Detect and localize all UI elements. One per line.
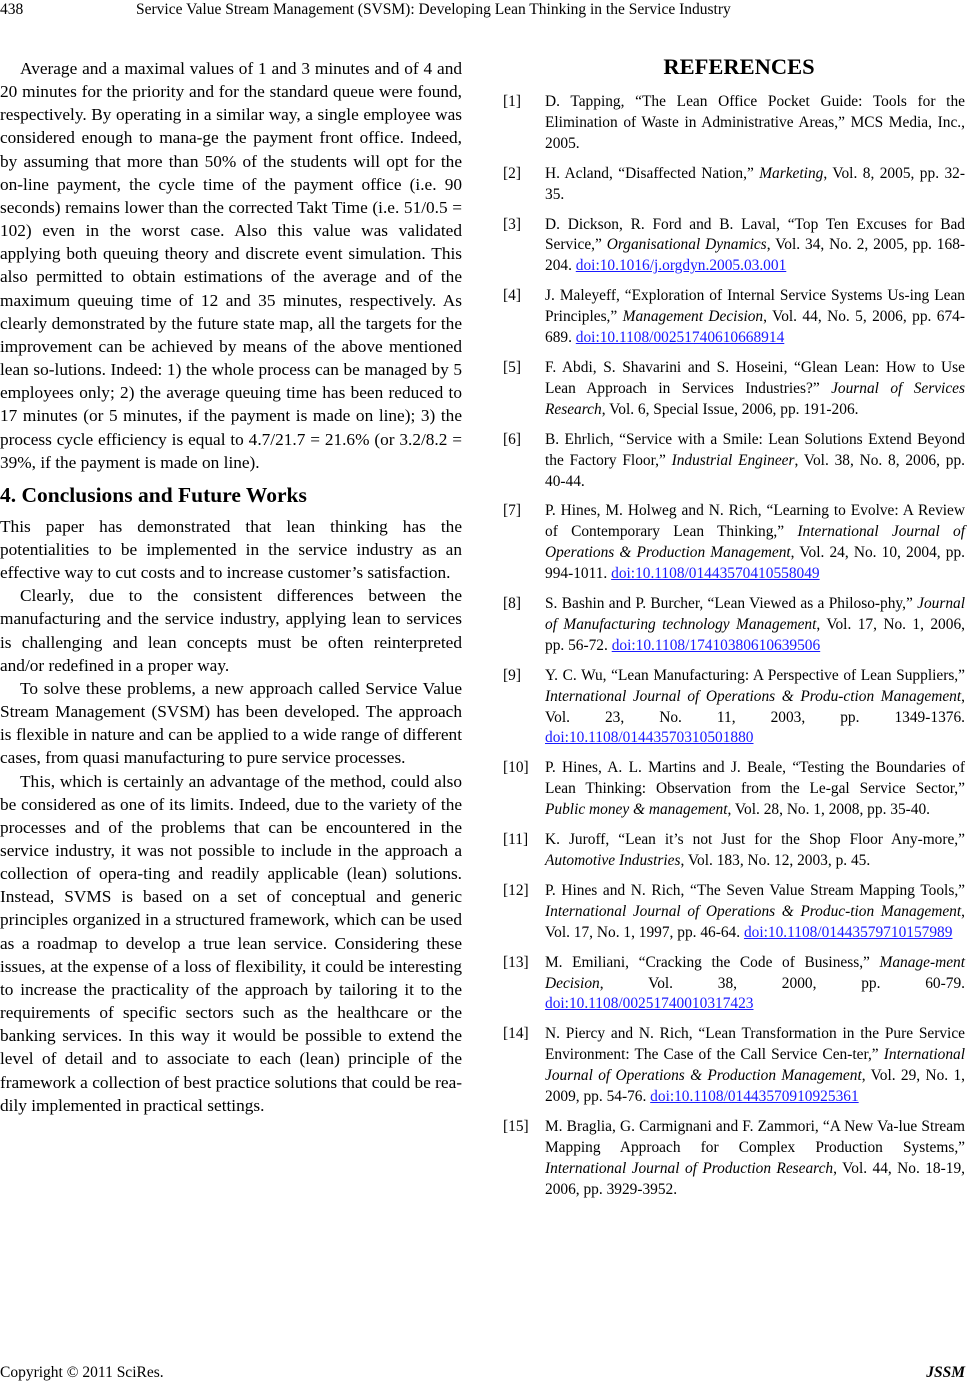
reference-list xyxy=(503,92,965,1201)
doi-link[interactable]: doi:10.1016/j.orgdyn.2005.03.001 xyxy=(575,257,787,275)
reference-text xyxy=(545,502,965,582)
body-paragraph: This, which is certainly an advantage of the method, could also be considered as one of its limits. Indeed, due to the variety of the processes and of the problems that can be encountered in the service industry, it was not possible to include in the approach a collection of opera-ting and readily applicable (lean) solutions. Instead, SVMS is based on a set of conceptual and generic principles organized in a structured framework, which can be used as a roadmap to develop a true lean service. Considering these issues, at the expense of a loss of flexibility, it could be interesting to increase the practicality of the approach by tailoring it to the requirements of specific sectors such as the healthcare or the banking services. In this way it would be possible to extend the level of detail and to associate to each (lean) principle of the framework a collection of best practice solutions that could be rea-dily implemented in practical settings. xyxy=(0,771,462,1115)
reference-venue: International Journal of Operations & Production Management xyxy=(545,523,965,562)
body-paragraph: Clearly, due to the consistent differences between the manufacturing and the service industry, applying lean to services is challenging and lean concepts must be often reinterpreted and/or redefined in a proper way. xyxy=(0,586,462,675)
reference-text xyxy=(545,1025,965,1105)
reference-number: [1] xyxy=(503,93,521,110)
reference-authors-title: D. Dickson, R. Ford and B. Laval, “Top Ten Excuses for Bad Service,” xyxy=(545,215,965,254)
reference-number: [13] xyxy=(503,953,529,971)
reference-venue: International Journal of Operations & Produ-ction Management xyxy=(545,687,962,705)
reference-authors-title: D. Tapping, “The Lean Office Pocket Guide: Tools for the Elimination of Waste in Administrative Areas,” MCS Media, Inc., 2005. xyxy=(545,93,965,152)
reference-item xyxy=(503,953,965,1016)
reference-venue: International Journal of Operations & Produc-tion Management xyxy=(545,902,962,920)
reference-number: [12] xyxy=(503,881,529,899)
reference-details: , Vol. 23, No. 11, 2003, pp. 1349-1376. xyxy=(545,687,965,726)
body-paragraph: This paper has demonstrated that lean thinking has the potentialities to be implemented in the service industry as an effective way to cut costs and to increase customer’s satisfaction. xyxy=(0,516,462,583)
reference-item xyxy=(503,594,965,657)
page-number: 438 xyxy=(0,1,24,18)
reference-authors-title: N. Piercy and N. Rich, “Lean Transformation in the Pure Service Environment: The Case of the Call Service Cen-ter,” xyxy=(545,1025,965,1064)
reference-item xyxy=(503,830,965,872)
doi-link[interactable]: doi:10.1108/00251740610668914 xyxy=(575,329,785,347)
body-paragraph: To solve these problems, a new approach called Service Value Stream Management (SVSM) has been developed. The approach is flexible in nature and can be applied to a wide range of different cases, from quasi manufacturing to pure service processes. xyxy=(0,678,462,768)
reference-authors-title: Y. C. Wu, “Lean Manufacturing: A Perspective of Lean Suppliers,” xyxy=(545,666,965,684)
reference-authors-title: J. Maleyeff, “Exploration of Internal Service Systems Us-ing Lean Principles,” xyxy=(545,287,965,326)
reference-text xyxy=(545,667,965,747)
reference-authors-title: P. Hines, M. Holweg and N. Rich, “Learning to Evolve: A Review of Contemporary Lean Thinking,” xyxy=(545,502,965,541)
reference-text xyxy=(545,93,965,152)
reference-item xyxy=(503,881,965,944)
reference-number: [11] xyxy=(503,831,529,849)
reference-text xyxy=(545,759,965,818)
reference-text xyxy=(545,831,965,869)
reference-item xyxy=(503,1117,965,1201)
reference-venue: Public money & management xyxy=(545,801,728,819)
reference-text xyxy=(545,359,965,418)
reference-venue: Manage-ment Decision xyxy=(545,953,965,992)
reference-details: , Vol. 44, No. 5, 2006, pp. 674-689. xyxy=(545,308,965,347)
doi-link[interactable]: doi:10.1108/00251740010317423 xyxy=(545,995,754,1013)
reference-number: [6] xyxy=(503,430,521,448)
reference-details: , Vol. 6, Special Issue, 2006, pp. 191-206. xyxy=(601,400,859,418)
page-footer xyxy=(0,1364,969,1384)
reference-authors-title: P. Hines and N. Rich, “The Seven Value Stream Mapping Tools,” xyxy=(545,881,965,899)
reference-details: , Vol. 34, No. 2, 2005, pp. 168-204. xyxy=(545,236,966,275)
doi-link[interactable]: doi:10.1108/01443570910925361 xyxy=(650,1088,859,1106)
reference-item xyxy=(503,666,965,750)
reference-number: [15] xyxy=(503,1117,529,1135)
reference-item xyxy=(503,430,965,493)
running-title: Service Value Stream Management (SVSM): Developing Lean Thinking in the Service Industry xyxy=(136,1,731,18)
reference-details: , Vol. 38, 2000, pp. 60-79. xyxy=(599,974,965,992)
reference-venue: Management Decision xyxy=(622,308,764,326)
reference-number: [10] xyxy=(503,759,529,777)
reference-item xyxy=(503,215,965,278)
doi-link[interactable]: doi:10.1108/01443570410558049 xyxy=(611,565,820,583)
doi-link[interactable]: doi:10.1108/01443579710157989 xyxy=(743,923,953,941)
reference-authors-title: S. Bashin and P. Burcher, “Lean Viewed as a Philoso-phy,” xyxy=(545,595,918,613)
reference-authors-title: M. Braglia, G. Carmignani and F. Zammori, “A New Va-lue Stream Mapping Approach for Complex Production Systems,” xyxy=(545,1117,965,1156)
reference-text xyxy=(545,431,965,490)
reference-details: , Vol. 38, No. 8, 2006, pp. 40-44. xyxy=(545,451,965,490)
reference-text xyxy=(545,954,965,1013)
reference-venue: Journal of Manufacturing technology Management xyxy=(545,595,965,633)
reference-details: , Vol. 29, No. 1, 2009, pp. 54-76. xyxy=(545,1067,965,1106)
body-paragraph: Average and a maximal values of 1 and 3 minutes and of 4 and 20 minutes for the priority and for the standard queue were found, respectively. By operating in a similar way, a single employee was considered enough to mana-ge the payment front office. Indeed, by assuming that more than 50% of the students will opt for the on-line payment, the cycle time of the payment office (i.e. 90 seconds) remains lower than the corrected Takt Time (i.e. 51/0.5 = 102) even in the worst case. Also this value was validated applying both queuing theory and discrete event simulation. This also permitted to obtain estimations of the average and of the maximum queuing time of 12 and 35 minutes, respectively. As clearly demonstrated by the future state map, all the targets for the improvement can be achieved by means of the above mentioned lean so-lutions. Indeed: 1) the whole process can be managed by 5 employees only; 2) the average queuing time has been reduced to 17 minutes (or 5 minutes, if the payment is made on line); 3) the process cycle efficiency is equal to 4.7/21.7 = 21.6% (or 3.2/8.2 = 39%, if the payment is made on line). xyxy=(0,59,462,472)
copyright-notice: Copyright © 2011 SciRes. xyxy=(0,1364,164,1381)
reference-text xyxy=(545,216,965,275)
reference-item xyxy=(503,1024,965,1108)
reference-details: , Vol. 24, No. 10, 2004, pp. 994-1011. xyxy=(545,544,965,583)
reference-venue: Automotive Industries xyxy=(545,852,681,869)
doi-link[interactable]: doi:10.1108/01443570310501880 xyxy=(545,729,754,747)
reference-text xyxy=(545,287,965,346)
page-header xyxy=(0,0,969,24)
reference-authors-title: F. Abdi, S. Shavarini and S. Hoseini, “Glean Lean: How to Use Lean Approach in Services Industries?” xyxy=(545,358,965,397)
reference-item xyxy=(503,92,965,155)
reference-number: [14] xyxy=(503,1025,529,1043)
reference-item xyxy=(503,358,965,421)
reference-authors-title: H. Acland, “Disaffected Nation,” xyxy=(545,164,760,182)
reference-venue: Organisational Dynamics xyxy=(606,236,767,254)
reference-venue: Marketing xyxy=(759,164,824,182)
reference-number: [3] xyxy=(503,215,521,233)
reference-details: , Vol. 28, No. 1, 2008, pp. 35-40. xyxy=(727,801,931,819)
reference-venue: International Journal of Production Research xyxy=(545,1159,834,1177)
journal-abbrev: JSSM xyxy=(926,1364,965,1381)
left-column xyxy=(0,57,462,1117)
reference-number: [5] xyxy=(503,358,521,376)
reference-authors-title: B. Ehrlich, “Service with a Smile: Lean Solutions Extend Beyond the Factory Floor,” xyxy=(545,430,965,469)
reference-number: [7] xyxy=(503,502,521,520)
reference-venue: International Journal of Operations & Production Management xyxy=(545,1046,965,1085)
reference-text xyxy=(545,1118,965,1198)
reference-text xyxy=(545,595,965,654)
section-heading: 4. Conclusions and Future Works xyxy=(0,482,307,507)
references-column xyxy=(503,52,965,1210)
reference-number: [9] xyxy=(503,666,521,684)
reference-details: , Vol. 183, No. 12, 2003, p. 45. xyxy=(680,852,871,869)
references-heading: REFERENCES xyxy=(663,54,815,79)
reference-number: [4] xyxy=(503,287,521,305)
reference-details: , Vol. 44, No. 18-19, 2006, pp. 3929-3952. xyxy=(545,1159,965,1198)
reference-authors-title: P. Hines, A. L. Martins and J. Beale, “Testing the Boundaries of Lean Thinking: Observation from the Le-gal Service Sector,” xyxy=(545,759,965,798)
reference-number: [2] xyxy=(503,164,521,182)
reference-text xyxy=(545,882,965,941)
reference-venue: Industrial Engineer xyxy=(671,451,795,469)
reference-item xyxy=(503,286,965,349)
reference-authors-title: M. Emiliani, “Cracking the Code of Business,” xyxy=(545,953,880,971)
reference-details: , Vol. 8, 2005, pp. 32-35. xyxy=(545,164,965,203)
reference-details: , Vol. 17, No. 1, 2006, pp. 56-72. xyxy=(545,615,965,654)
reference-venue: Journal of Services Research xyxy=(545,379,965,418)
reference-item xyxy=(503,501,965,585)
reference-text xyxy=(545,165,965,203)
doi-link[interactable]: doi:10.1108/17410380610639506 xyxy=(611,636,821,654)
reference-details: , Vol. 17, No. 1, 1997, pp. 46-64. xyxy=(545,902,965,941)
reference-item xyxy=(503,164,965,206)
reference-number: [8] xyxy=(503,595,521,613)
reference-authors-title: K. Juroff, “Lean it’s not Just for the Shop Floor Any-more,” xyxy=(545,831,965,849)
reference-item xyxy=(503,758,965,821)
